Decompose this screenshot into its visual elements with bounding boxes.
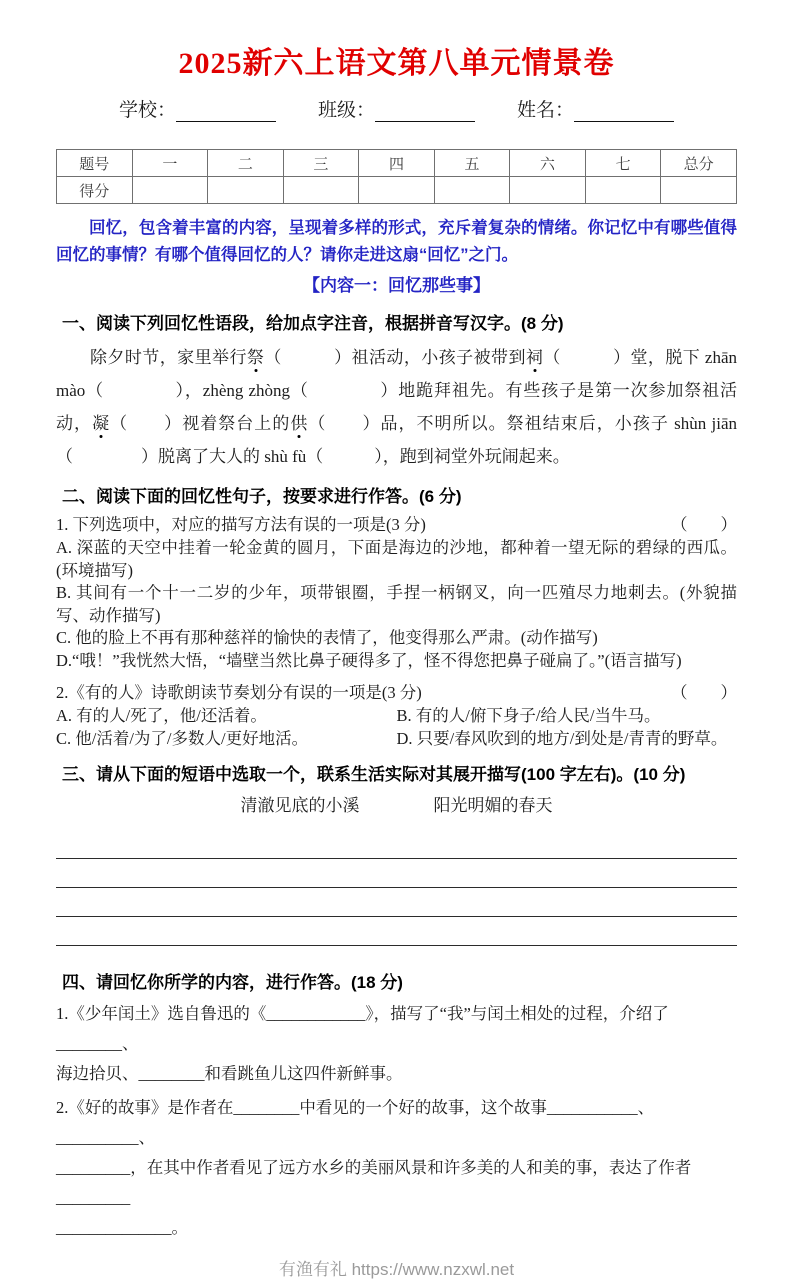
score-table-cell: 五 — [434, 150, 510, 177]
section-1-passage: 除夕时节，家里举行祭（ ）祖活动，小孩子被带到祠（ ）堂，脱下 zhān mào（ ），zhèng zhòng（ ）地跪拜祖先。有些孩子是第一次参加祭祖活动，凝（ ）视着祭台上的供（ ）品，不明所以。祭祖结束后，小孩子 shùn jiān（ ）脱离了大人的 shù fù（ ），跑到祠堂外玩闹起来。 — [56, 348, 738, 466]
section-1-title: 一、阅读下列回忆性语段，给加点字注音，根据拼音写汉字。(8 分) — [62, 314, 564, 333]
score-table-empty-cell — [283, 177, 359, 204]
score-table-cell: 六 — [510, 150, 586, 177]
phrase-option-1: 清澈见底的小溪 — [240, 796, 360, 815]
phrase-choices — [56, 792, 737, 819]
question-1-answer-slot: （ ） — [671, 515, 737, 534]
question-line: 2.《好的故事》是作者在________中看见的一个好的故事，这个故事___________、__________、 — [56, 1098, 655, 1147]
question-2-stem: 2.《有的人》诗歌朗读节奏划分有误的一项是(3 分) — [56, 683, 422, 702]
class-field — [318, 95, 475, 122]
score-table-cell: 三 — [283, 150, 359, 177]
score-table-cell: 总分 — [661, 150, 737, 177]
question-line: 海边拾贝、________和看跳鱼儿这四件新鲜事。 — [56, 1064, 403, 1083]
question-2-option-c: C. 他/活着/为了/多数人/更好地活。 — [56, 728, 309, 748]
question-1-option-a: A. 深蓝的天空中挂着一轮金黄的圆月，下面是海边的沙地，都种着一望无际的碧绿的西瓜。(环境描写) — [56, 538, 737, 580]
question-2-options-row-1 — [56, 705, 737, 728]
score-table — [56, 149, 737, 204]
score-table-cell: 七 — [585, 150, 661, 177]
score-table-empty-cell — [585, 177, 661, 204]
score-table-empty-cell — [661, 177, 737, 204]
emphasized-char: 祠 — [525, 348, 544, 367]
question-line: 1.《少年闰土》选自鲁迅的《____________》，描写了“我”与闰土相处的过程，介绍了________、 — [56, 1004, 669, 1053]
class-label: 班级： — [317, 100, 375, 121]
writing-area — [56, 830, 737, 946]
question-1-option-d: D.“哦！”我恍然大悟，“墙壁当然比鼻子硬得多了，怪不得您把鼻子碰扁了。”(语言描写) — [56, 650, 682, 670]
emphasized-char: 供 — [290, 414, 309, 433]
question-2-answer-slot: （ ） — [671, 683, 737, 702]
writing-line — [56, 859, 737, 888]
score-table-cell: 二 — [208, 150, 284, 177]
score-table-empty-cell — [510, 177, 586, 204]
name-blank-line — [574, 98, 674, 122]
score-table-cell: 四 — [359, 150, 435, 177]
question-2-option-b: B. 有的人/俯下身子/给人民/当牛马。 — [396, 706, 661, 725]
question-1-option-b: B. 其间有一个十一二岁的少年，项带银圈，手捏一柄钢叉，向一匹殖尽力地刺去。(外貌描写、动作描写) — [56, 583, 737, 625]
intro-paragraph: 回忆，包含着丰富的内容，呈现着多样的形式，充斥着复杂的情绪。你记忆中有哪些值得回忆的事情？有哪个值得回忆的人？请你走进这扇“回忆”之门。 — [56, 219, 737, 264]
score-table-cell: 一 — [132, 150, 208, 177]
section-4-title: 四、请回忆你所学的内容，进行作答。(18 分) — [62, 973, 403, 992]
school-label: 学校： — [118, 100, 176, 121]
question-2-options-row-2 — [56, 728, 737, 751]
class-blank-line — [375, 98, 475, 122]
section-4-question-2 — [56, 1093, 737, 1243]
score-table-cell: 题号 — [57, 150, 133, 177]
section-2-title: 二、阅读下面的回忆性句子，按要求进行作答。(6 分) — [62, 487, 462, 506]
name-field — [517, 95, 674, 122]
score-table-cell: 得分 — [57, 177, 133, 204]
student-info-row — [56, 95, 737, 122]
question-1-stem: 1. 下列选项中，对应的描写方法有误的一项是(3 分) — [56, 515, 426, 534]
emphasized-char: 凝 — [92, 414, 111, 433]
content-banner: 【内容一：回忆那些事】 — [303, 276, 490, 295]
question-2-stem-row — [56, 681, 737, 705]
phrase-option-2: 阳光明媚的春天 — [433, 796, 553, 815]
score-table-empty-cell — [359, 177, 435, 204]
page-title: 2025新六上语文第八单元情景卷 — [178, 47, 615, 80]
question-line: _________，在其中作者看见了远方水乡的美丽风景和许多美的人和美的事，表达了作者_________ — [56, 1158, 692, 1207]
question-line: ______________。 — [56, 1218, 188, 1237]
question-1-stem-row — [56, 513, 737, 537]
school-field — [119, 95, 276, 122]
footer-watermark: 有渔有礼 https://www.nzxwl.net — [278, 1260, 515, 1279]
emphasized-char: 祭 — [246, 348, 265, 367]
writing-line — [56, 917, 737, 946]
writing-line — [56, 888, 737, 917]
score-table-header-row — [57, 150, 737, 177]
score-table-empty-cell — [132, 177, 208, 204]
name-label: 姓名： — [517, 100, 575, 121]
score-table-score-row — [57, 177, 737, 204]
section-4-question-1 — [56, 999, 737, 1089]
score-table-empty-cell — [434, 177, 510, 204]
section-3-title: 三、请从下面的短语中选取一个，联系生活实际对其展开描写(100 字左右)。(10 分) — [62, 765, 686, 784]
school-blank-line — [176, 98, 276, 122]
question-2-option-d: D. 只要/春风吹到的地方/到处是/青青的野草。 — [396, 728, 728, 748]
score-table-empty-cell — [208, 177, 284, 204]
writing-line — [56, 830, 737, 859]
question-1-option-c: C. 他的脸上不再有那种慈祥的愉快的表情了，他变得那么严肃。(动作描写) — [56, 628, 598, 647]
question-2-option-a: A. 有的人/死了，他/还活着。 — [56, 706, 267, 725]
